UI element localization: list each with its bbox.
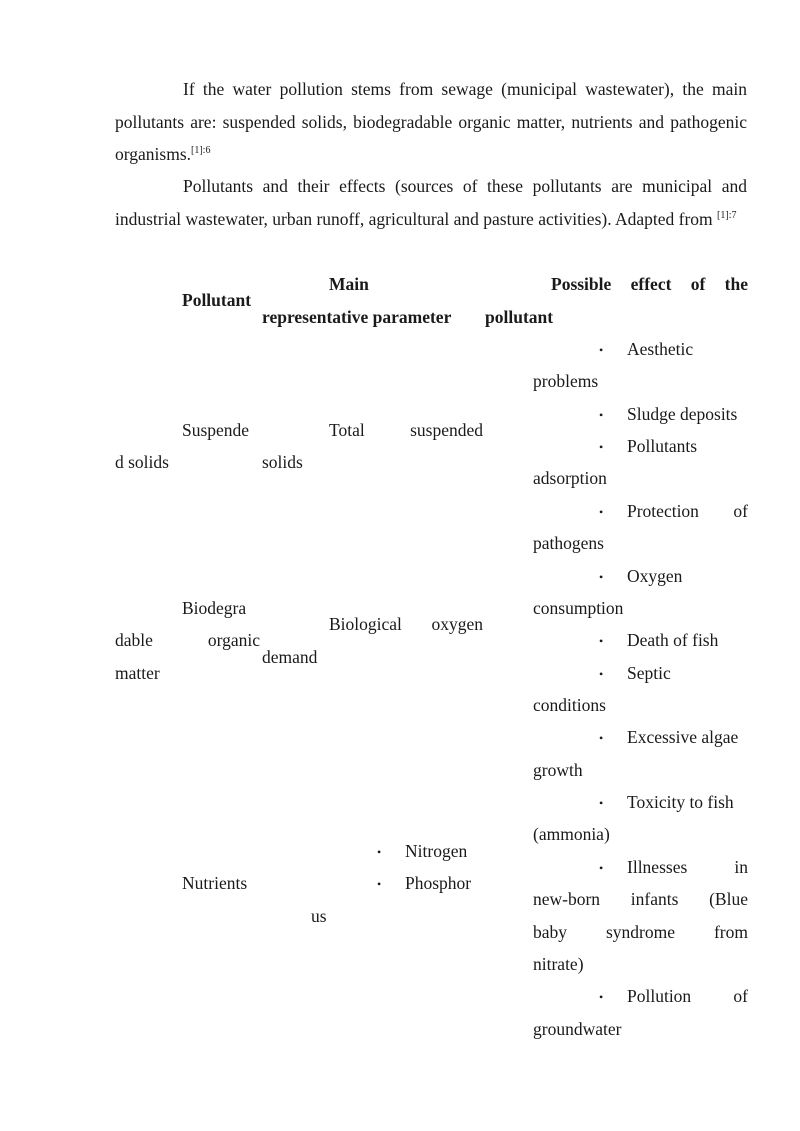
row3-effect3-cont: nitrate) bbox=[533, 954, 584, 974]
bullet-icon: • bbox=[599, 505, 604, 519]
bullet-icon: • bbox=[599, 343, 604, 357]
row2-pollutant-line2: dable organic bbox=[115, 630, 260, 650]
row1-effect4-line1: Protection of bbox=[627, 501, 748, 521]
citation-ref-2[interactable]: [1]:7 bbox=[717, 209, 737, 221]
row3-effect2-cont: (ammonia) bbox=[533, 824, 610, 844]
intro-paragraph-1 bbox=[115, 73, 747, 171]
row3-effect3-line1: Illnesses in bbox=[627, 857, 748, 877]
row3-effect1-cont: growth bbox=[533, 760, 583, 780]
row1-pollutant-part2: d solids bbox=[115, 452, 169, 472]
bullet-icon: • bbox=[599, 861, 604, 875]
row1-effect3-cont: adsorption bbox=[533, 468, 607, 488]
row1-parameter-line1: Total suspended bbox=[329, 420, 483, 440]
bullet-icon: • bbox=[599, 634, 604, 648]
intro-paragraph-2-text: Pollutants and their effects (sources of these pollutants are municipal and industrial wastewater, urban runoff, agricultural and pasture activities). Adapted from bbox=[115, 176, 747, 229]
row2-effect3-cont: conditions bbox=[533, 695, 606, 715]
row2-parameter-line1: Biological oxygen bbox=[329, 614, 483, 634]
bullet-icon: • bbox=[599, 570, 604, 584]
row2-pollutant-part1: Biodegra bbox=[182, 598, 247, 618]
bullet-icon: • bbox=[599, 731, 604, 745]
bullet-icon: • bbox=[599, 440, 604, 454]
bullet-icon: • bbox=[599, 990, 604, 1004]
bullet-icon: • bbox=[599, 667, 604, 681]
row1-pollutant-part1: Suspende bbox=[182, 420, 250, 440]
header-effect-line1: Possible effect of the bbox=[551, 274, 748, 294]
row3-effect4-line1: Pollution of bbox=[627, 986, 748, 1006]
bullet-icon: • bbox=[377, 877, 382, 891]
citation-ref-1[interactable]: [1]:6 bbox=[191, 145, 211, 156]
intro-paragraph-1-text: If the water pollution stems from sewage (municipal wastewater), the main pollutants are: suspended solids, biodegradable organic matter, nutrients and pathogenic organisms. bbox=[115, 79, 747, 164]
row2-parameter-line2: demand bbox=[262, 647, 318, 667]
row1-effect1-cont: problems bbox=[533, 371, 599, 391]
bullet-icon: • bbox=[377, 845, 382, 859]
header-parameter-line2: representative parameter bbox=[262, 307, 452, 327]
row3-effect4-cont: groundwater bbox=[533, 1019, 622, 1039]
header-parameter-line1: Main bbox=[329, 274, 369, 294]
row1-effect4-cont: pathogens bbox=[533, 533, 604, 553]
bullet-icon: • bbox=[599, 408, 604, 422]
header-effect-line2: pollutant bbox=[485, 307, 554, 327]
row3-effect3-line3: baby syndrome from bbox=[533, 922, 748, 942]
row3-effect3-line2: new-born infants (Blue bbox=[533, 889, 748, 909]
header-pollutant: Pollutant bbox=[182, 290, 252, 310]
row3-parameter-cont: us bbox=[311, 906, 327, 926]
row2-effect1-cont: consumption bbox=[533, 598, 624, 618]
bullet-icon: • bbox=[599, 796, 604, 810]
row3-pollutant: Nutrients bbox=[182, 873, 248, 893]
row2-pollutant-part3: matter bbox=[115, 663, 160, 683]
row1-parameter-line2: solids bbox=[262, 452, 303, 472]
intro-paragraph-2 bbox=[115, 170, 747, 235]
